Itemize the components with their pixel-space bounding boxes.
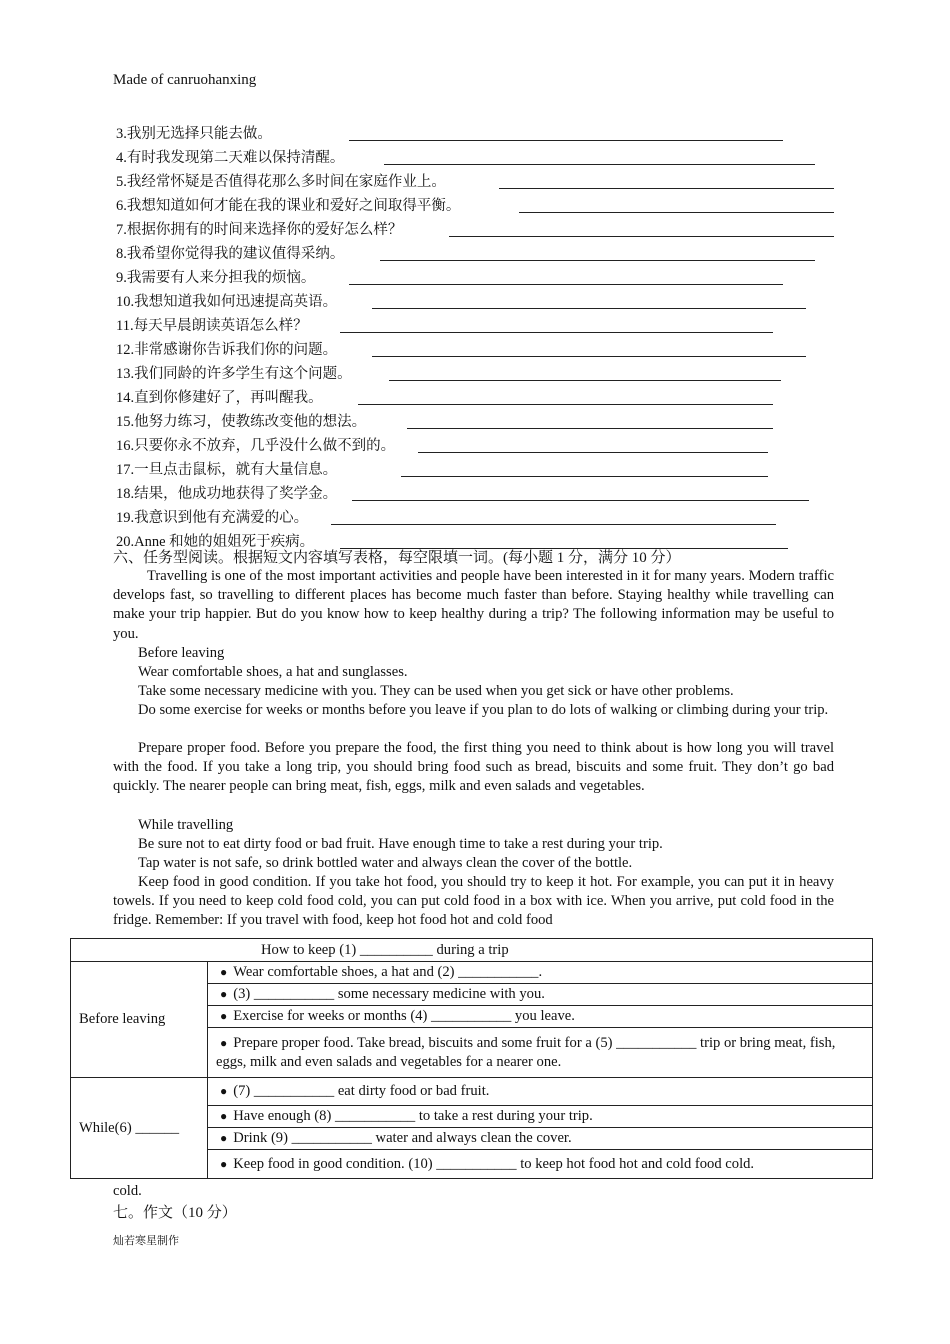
question-text: 20.Anne 和她的姐姐死于疾病。 [116,534,315,550]
question-item [116,362,352,383]
question-text: 18.结果，他成功地获得了奖学金。 [116,486,338,502]
question-item [116,314,308,335]
bullet-icon: ● [220,1131,228,1145]
passage-end: cold. [113,1183,142,1199]
passage-paragraph: Prepare proper food. Before you prepare the food, the first thing you need to think about is how long you will travel with the food. If you take a long trip, you should bring food such as bread, biscuits and some fruit. They don’t go bad quickly. The nearer people can bring meat, fish, eggs, milk and even salads and vegetables. [113,740,834,795]
answer-line[interactable] [331,524,776,525]
section-6-title: 六、任务型阅读。根据短文内容填写表格，每空限填一词。(每小题 1 分，满分 10 分） [113,550,681,566]
answer-line[interactable] [389,380,781,381]
question-item [116,218,402,239]
table-row-10: ● Keep food in good condition. (10) ___________ to keep hot food hot and cold food cold. [208,1150,873,1179]
bullet-icon: ● [220,1109,228,1123]
question-item [116,242,344,263]
table-title: How to keep (1) __________ during a trip [71,939,873,962]
table-row-5: ● Prepare proper food. Take bread, biscuits and some fruit for a (5) ___________ trip or bring meat, fish, eggs, milk and even salads and vegetables for a nearer one. [208,1028,873,1078]
question-text: 4.有时我发现第二天难以保持清醒。 [116,150,345,166]
table-row-7: ● (7) ___________ eat dirty food or bad fruit. [208,1078,873,1106]
page-footer: 灿若寒星制作 [113,1235,179,1247]
passage-paragraph: Before leaving [138,645,225,661]
question-item [116,290,337,311]
question-item [116,434,395,455]
section-7-title: 七。作文（10 分） [113,1205,237,1221]
passage-paragraph: Take some necessary medicine with you. They can be used when you get sick or have other problems. [138,683,734,699]
question-item [116,410,366,431]
question-item [116,194,460,215]
question-item [116,506,308,527]
before-leaving-label: Before leaving [71,962,208,1078]
question-item [116,146,344,167]
question-text: 14.直到你修建好了，再叫醒我。 [116,390,323,406]
answer-line[interactable] [407,428,773,429]
answer-line[interactable] [401,476,768,477]
question-text: 8.我希望你觉得我的建议值得采纳。 [116,246,345,262]
passage-paragraph: Travelling is one of the most important activities and people have been interested in it for many years. Modern traffic develops fast, so travelling to different places has become much faster than before. Staying healthy while travelling can make your trip happier. But do you know how to keep healthy during a trip? The following information may be useful to you. [113,568,834,642]
question-text: 19.我意识到他有充满爱的心。 [116,510,309,526]
question-text: 5.我经常怀疑是否值得花那么多时间在家庭作业上。 [116,174,446,190]
question-text: 17.一旦点击鼠标，就有大量信息。 [116,462,338,478]
question-item [116,482,337,503]
question-text: 11.每天早晨朗读英语怎么样？ [116,318,308,334]
question-item [116,386,323,407]
question-item [116,122,272,143]
answer-line[interactable] [349,284,783,285]
bullet-icon: ● [220,1009,228,1023]
answer-line[interactable] [418,452,768,453]
table-row-3: ● (3) ___________ some necessary medicine with you. [208,984,873,1006]
table-row-2: ● Wear comfortable shoes, a hat and (2) ___________. [208,962,873,984]
question-text: 15.他努力练习，使教练改变他的想法。 [116,414,367,430]
question-text: 7.根据你拥有的时间来选择你的爱好怎么样？ [116,222,403,238]
answer-line[interactable] [372,308,806,309]
question-text: 13.我们同龄的许多学生有这个问题。 [116,366,352,382]
bullet-icon: ● [220,1084,228,1098]
answer-line[interactable] [449,236,834,237]
question-item [116,170,446,191]
passage-paragraph: Keep food in good condition. If you take hot food, you should try to keep it hot. For example, you can put it in heavy towels. If you need to keep cold food cold, you can put cold food in a box with ice. When you arrive, put cold food in the fridge. Remember: If you travel with food, keep hot food hot and cold food [113,874,834,929]
table-row-9: ● Drink (9) ___________ water and always clean the cover. [208,1128,873,1150]
task-table [70,938,873,1179]
while-label: While(6) ______ [71,1078,208,1179]
question-text: 9.我需要有人来分担我的烦恼。 [116,270,316,286]
answer-line[interactable] [349,140,783,141]
question-text: 3.我别无选择只能去做。 [116,126,272,142]
answer-line[interactable] [352,500,809,501]
question-text: 12.非常感谢你告诉我们你的问题。 [116,342,338,358]
bullet-icon: ● [220,965,228,979]
question-text: 10.我想知道我如何迅速提高英语。 [116,294,338,310]
answer-line[interactable] [384,164,815,165]
passage-paragraph: While travelling [138,817,234,833]
bullet-icon: ● [220,987,228,1001]
bullet-icon: ● [220,1035,228,1050]
answer-line[interactable] [499,188,834,189]
answer-line[interactable] [340,332,773,333]
answer-line[interactable] [358,404,773,405]
answer-line[interactable] [519,212,834,213]
question-text: 16.只要你永不放弃，几乎没什么做不到的。 [116,438,396,454]
table-row-8: ● Have enough (8) ___________ to take a rest during your trip. [208,1106,873,1128]
passage-paragraph: Wear comfortable shoes, a hat and sunglasses. [138,664,408,680]
question-item [116,266,315,287]
bullet-icon: ● [220,1156,228,1171]
question-text: 6.我想知道如何才能在我的课业和爱好之间取得平衡。 [116,198,461,214]
page-header: Made of canruohanxing [113,72,257,88]
passage-paragraph: Do some exercise for weeks or months before you leave if you plan to do lots of walking or climbing during your trip. [138,702,829,718]
answer-line[interactable] [372,356,806,357]
passage-paragraph: Tap water is not safe, so drink bottled water and always clean the cover of the bottle. [138,855,633,871]
question-item [116,338,337,359]
table-row-4: ● Exercise for weeks or months (4) ___________ you leave. [208,1006,873,1028]
question-item [116,458,337,479]
answer-line[interactable] [380,260,815,261]
passage-paragraph: Be sure not to eat dirty food or bad fruit. Have enough time to take a rest during your trip. [138,836,663,852]
